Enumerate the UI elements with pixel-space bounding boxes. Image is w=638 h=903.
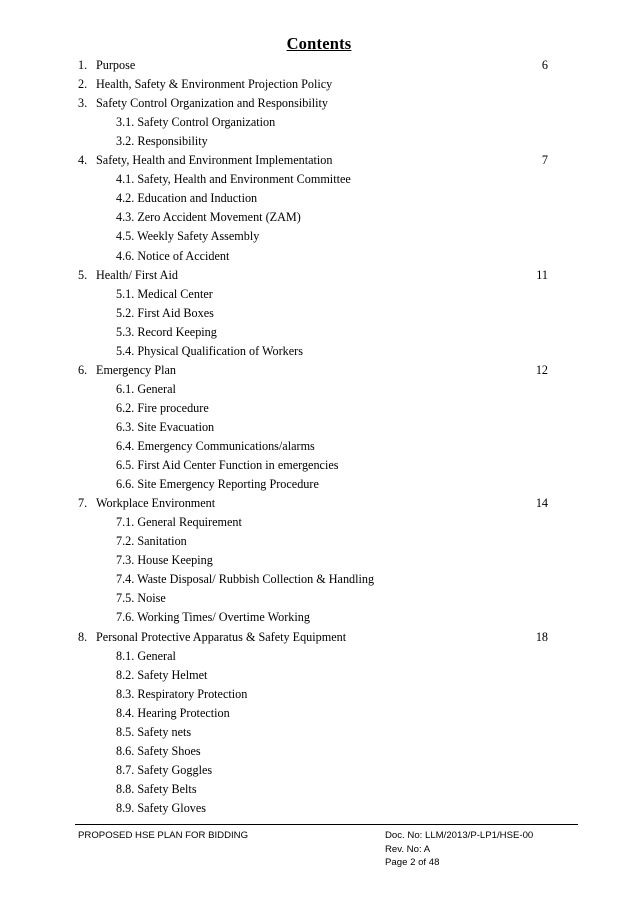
- toc-section-entry: [0, 494, 638, 513]
- toc-entry-title: 4.6. Notice of Accident: [116, 248, 230, 263]
- toc-subsection-entry: [0, 342, 638, 361]
- toc-subsection-entry: [0, 132, 638, 151]
- toc-subsection-entry: [0, 418, 638, 437]
- footer-page-number: Page 2 of 48: [385, 857, 440, 868]
- toc-entry-title: 3.1. Safety Control Organization: [116, 115, 276, 130]
- toc-entry-title: Safety, Health and Environment Implementation: [96, 153, 333, 168]
- toc-entry-title: 8.7. Safety Goggles: [116, 762, 213, 777]
- footer-revision: Rev. No: A: [385, 843, 431, 855]
- footer-document-label: PROPOSED HSE PLAN FOR BIDDING: [78, 830, 249, 841]
- page-title: Contents: [286, 34, 352, 53]
- toc-entry-title: 5.2. First Aid Boxes: [116, 305, 214, 320]
- toc-section-entry: [0, 628, 638, 647]
- toc-subsection-entry: [0, 666, 638, 685]
- toc-section-entry: [0, 361, 638, 380]
- toc-section-entry: [0, 266, 638, 285]
- toc-entry-title: Safety Control Organization and Responsibility: [96, 96, 328, 111]
- toc-subsection-entry: [0, 227, 638, 246]
- toc-entry-number: 2.: [78, 77, 88, 92]
- toc-entry-number: 8.: [78, 629, 88, 644]
- toc-subsection-entry: [0, 513, 638, 532]
- toc-subsection-entry: [0, 304, 638, 323]
- toc-subsection-entry: [0, 551, 638, 570]
- toc-entry-page: 18: [535, 629, 548, 644]
- toc-subsection-entry: [0, 285, 638, 304]
- toc-entry-title: 4.5. Weekly Safety Assembly: [116, 229, 260, 244]
- toc-subsection-entry: [0, 247, 638, 266]
- toc-entry-title: Emergency Plan: [96, 362, 176, 377]
- toc-entry-title: 6.2. Fire procedure: [116, 400, 209, 415]
- toc-entry-title: 7.2. Sanitation: [116, 534, 187, 549]
- toc-entry-title: 8.3. Respiratory Protection: [116, 686, 248, 701]
- toc-subsection-entry: [0, 570, 638, 589]
- toc-subsection-entry: [0, 456, 638, 475]
- toc-subsection-entry: [0, 761, 638, 780]
- toc-subsection-entry: [0, 208, 638, 227]
- toc-subsection-entry: [0, 704, 638, 723]
- toc-entry-title: 8.4. Hearing Protection: [116, 705, 230, 720]
- toc-entry-title: 8.2. Safety Helmet: [116, 667, 208, 682]
- toc-section-entry: [0, 56, 638, 75]
- toc-entry-page: 7: [541, 153, 548, 168]
- toc-entry-number: 5.: [78, 267, 88, 282]
- toc-entry-number: 7.: [78, 496, 88, 511]
- toc-entry-number: 1.: [78, 58, 88, 72]
- toc-entry-title: 7.3. House Keeping: [116, 553, 213, 568]
- toc-entry-title: 8.8. Safety Belts: [116, 781, 197, 796]
- toc-entry-title: Personal Protective Apparatus & Safety Equipment: [96, 629, 347, 644]
- toc-subsection-entry: [0, 113, 638, 132]
- toc-entry-number: 6.: [78, 362, 88, 377]
- footer-divider: [75, 824, 578, 825]
- toc-entry-title: 8.6. Safety Shoes: [116, 743, 201, 758]
- toc-subsection-entry: [0, 780, 638, 799]
- toc-subsection-entry: [0, 723, 638, 742]
- toc-entry-number: 3.: [78, 96, 88, 111]
- toc-entry-title: 3.2. Responsibility: [116, 134, 208, 149]
- toc-entry-title: 4.3. Zero Accident Movement (ZAM): [116, 210, 301, 225]
- toc-entry-title: Health/ First Aid: [96, 267, 178, 282]
- toc-subsection-entry: [0, 170, 638, 189]
- toc-entry-title: 6.3. Site Evacuation: [116, 419, 215, 434]
- toc-entry-title: 7.6. Working Times/ Overtime Working: [116, 610, 310, 625]
- toc-entry-title: 4.2. Education and Induction: [116, 191, 258, 206]
- toc-entry-title: 7.1. General Requirement: [116, 515, 242, 530]
- toc-subsection-entry: [0, 399, 638, 418]
- toc-entry-page: 12: [535, 362, 548, 377]
- toc-section-entry: [0, 151, 638, 170]
- toc-entry-title: 7.5. Noise: [116, 591, 166, 606]
- toc-entry-title: 6.5. First Aid Center Function in emergencies: [116, 458, 339, 473]
- toc-entry-page: 14: [535, 496, 548, 511]
- toc-subsection-entry: [0, 532, 638, 551]
- toc-entry-number: 4.: [78, 153, 88, 168]
- toc-subsection-entry: [0, 189, 638, 208]
- toc-section-entry: [0, 94, 638, 113]
- toc-entry-title: 6.1. General: [116, 381, 176, 396]
- toc-entry-title: 5.3. Record Keeping: [116, 324, 217, 339]
- toc-subsection-entry: [0, 647, 638, 666]
- toc-subsection-entry: [0, 589, 638, 608]
- footer-doc-info: [385, 829, 533, 870]
- toc-entry-title: Health, Safety & Environment Projection Policy: [96, 77, 333, 92]
- toc-subsection-entry: [0, 685, 638, 704]
- toc-entry-title: 8.5. Safety nets: [116, 724, 192, 739]
- toc-entry-title: 7.4. Waste Disposal/ Rubbish Collection & Handling: [116, 572, 375, 587]
- toc-entry-page: 6: [541, 58, 548, 72]
- toc-entry-title: 5.4. Physical Qualification of Workers: [116, 343, 303, 358]
- toc-subsection-entry: [0, 608, 638, 627]
- toc-subsection-entry: [0, 380, 638, 399]
- toc-entry-title: 6.4. Emergency Communications/alarms: [116, 439, 315, 453]
- toc-subsection-entry: [0, 799, 638, 818]
- toc-entry-title: 6.6. Site Emergency Reporting Procedure: [116, 477, 319, 492]
- toc-entry-page: 11: [536, 267, 548, 282]
- toc-subsection-entry: [0, 742, 638, 761]
- toc-subsection-entry: [0, 323, 638, 342]
- toc-subsection-entry: [0, 475, 638, 494]
- toc-entry-title: 4.1. Safety, Health and Environment Committee: [116, 172, 351, 187]
- toc-entry-title: Purpose: [96, 58, 136, 72]
- toc-entry-title: Workplace Environment: [96, 496, 216, 511]
- toc-entry-title: 5.1. Medical Center: [116, 286, 213, 301]
- toc-subsection-entry: [0, 437, 638, 456]
- toc-section-entry: [0, 75, 638, 94]
- toc-entry-title: 8.1. General: [116, 648, 176, 663]
- footer-doc-number: Doc. No: LLM/2013/P-LP1/HSE-00: [385, 830, 534, 841]
- toc-entry-title: 8.9. Safety Gloves: [116, 800, 207, 815]
